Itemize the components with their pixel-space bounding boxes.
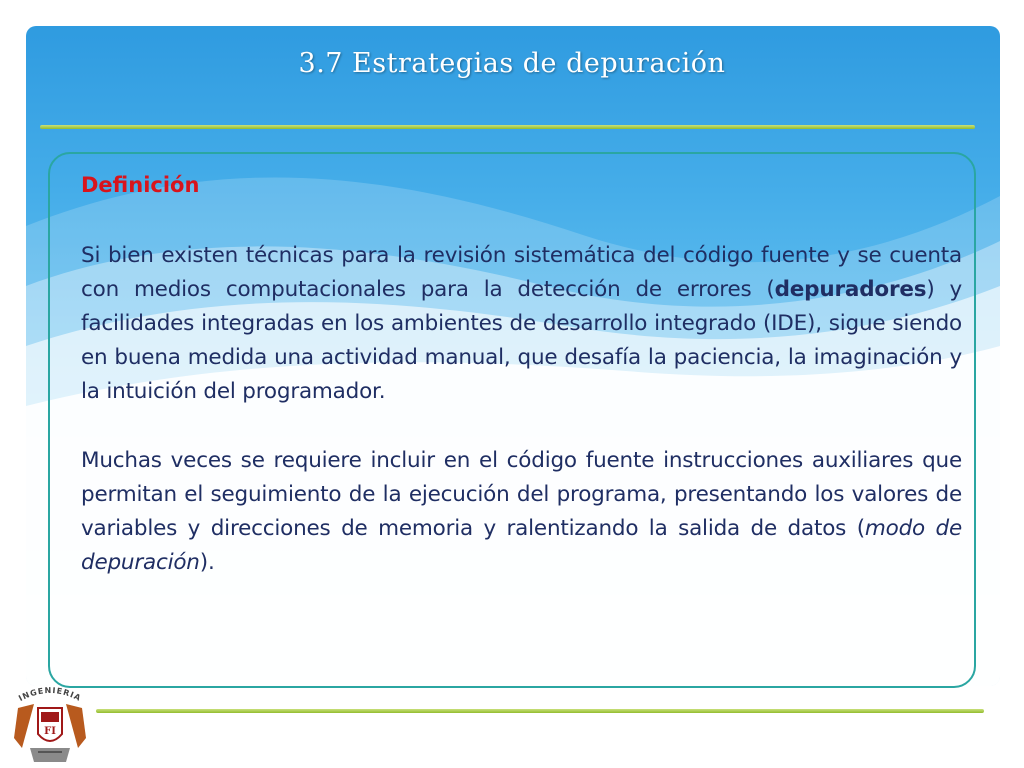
- paragraph-2: [81, 444, 962, 580]
- paragraph-1-part1: Si bien existen técnicas para la revisión sistemática del código fuente y se cuenta con medios computacionales para la detección de errores (: [81, 243, 962, 302]
- slide-title: 3.7 Estrategias de depuración: [298, 48, 726, 79]
- section-label: Definición: [81, 173, 200, 197]
- paragraph-1: [81, 239, 962, 409]
- svg-text:INGENIERIA: [17, 686, 83, 703]
- top-divider: [40, 125, 975, 129]
- paragraph-2-italic: modo de depuración: [81, 516, 962, 575]
- faculty-logo-icon: [8, 678, 92, 768]
- paragraph-1-part2: ) y facilidades integradas en los ambientes de desarrollo integrado (IDE), sigue siendo en buena medida una actividad manual, que desafía la paciencia, la imaginación y la intuición del programador.: [81, 277, 962, 404]
- logo-text: INGENIERIA: [17, 685, 83, 704]
- paragraph-1-bold: depuradores: [774, 277, 927, 302]
- svg-text:FI: FI: [44, 726, 56, 737]
- content-text: [81, 168, 962, 615]
- bottom-divider: [96, 709, 984, 713]
- paragraph-2-part2: ).: [199, 550, 215, 575]
- paragraph-2-part1: Muchas veces se requiere incluir en el código fuente instrucciones auxiliares que permitan el seguimiento de la ejecución del programa, presentando los valores de variables y direcciones de memoria y ralentizando la salida de datos (: [81, 448, 962, 541]
